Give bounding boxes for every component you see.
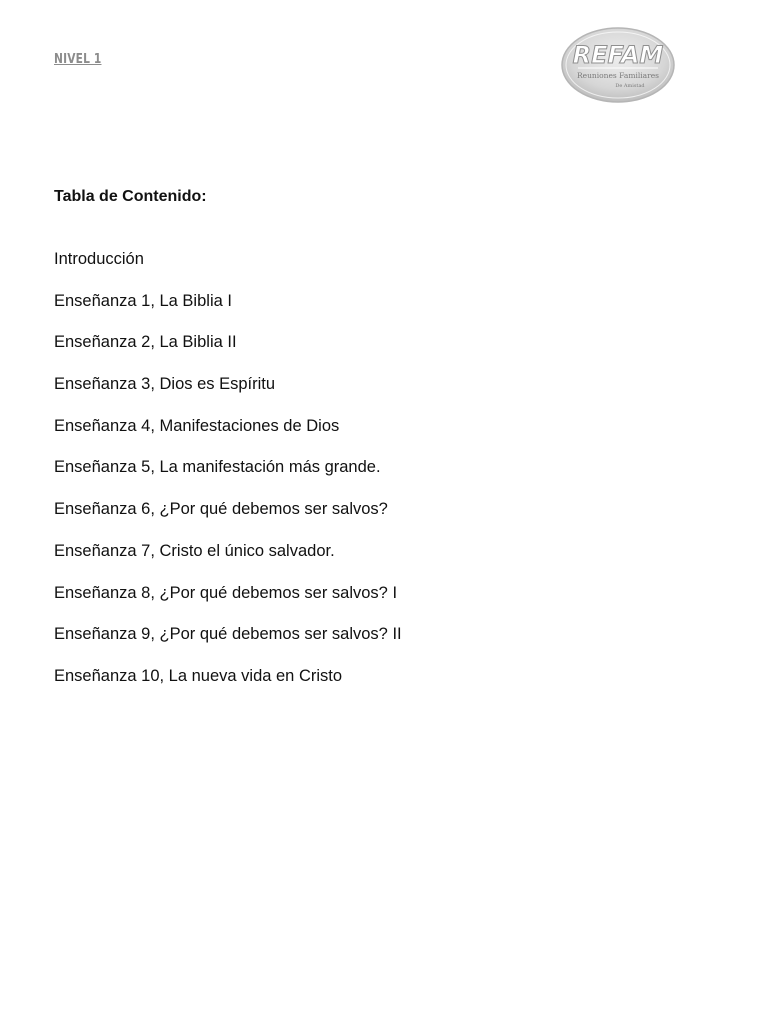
toc-item-ensenanza-4: Enseñanza 4, Manifestaciones de Dios xyxy=(54,416,340,435)
logo-name: REFAM xyxy=(572,41,664,69)
toc-item-ensenanza-3: Enseñanza 3, Dios es Espíritu xyxy=(54,375,276,394)
toc-item-ensenanza-2: Enseñanza 2, La Biblia II xyxy=(54,333,237,352)
toc-item-ensenanza-5: Enseñanza 5, La manifestación más grande. xyxy=(54,458,381,477)
toc-item-ensenanza-7: Enseñanza 7, Cristo el único salvador. xyxy=(54,541,335,560)
refam-logo xyxy=(560,26,676,104)
toc-item-ensenanza-6: Enseñanza 6, ¿Por qué debemos ser salvos? xyxy=(54,500,388,519)
toc-item-ensenanza-10: Enseñanza 10, La nueva vida en Cristo xyxy=(54,666,343,685)
logo-tagline-line1: Reuniones Familiares xyxy=(577,71,659,80)
toc-item-ensenanza-8: Enseñanza 8, ¿Por qué debemos ser salvos? I xyxy=(54,583,398,602)
level-label: NIVEL 1 xyxy=(54,52,102,67)
toc-item-ensenanza-9: Enseñanza 9, ¿Por qué debemos ser salvos? II xyxy=(54,625,402,644)
toc-item-ensenanza-1: Enseñanza 1, La Biblia I xyxy=(54,291,232,310)
toc-item-introduccion: Introducción xyxy=(54,250,144,268)
logo-tagline-line2: De Amistad xyxy=(615,83,645,89)
toc-title: Tabla de Contenido: xyxy=(54,188,207,205)
toc-list xyxy=(54,249,402,708)
